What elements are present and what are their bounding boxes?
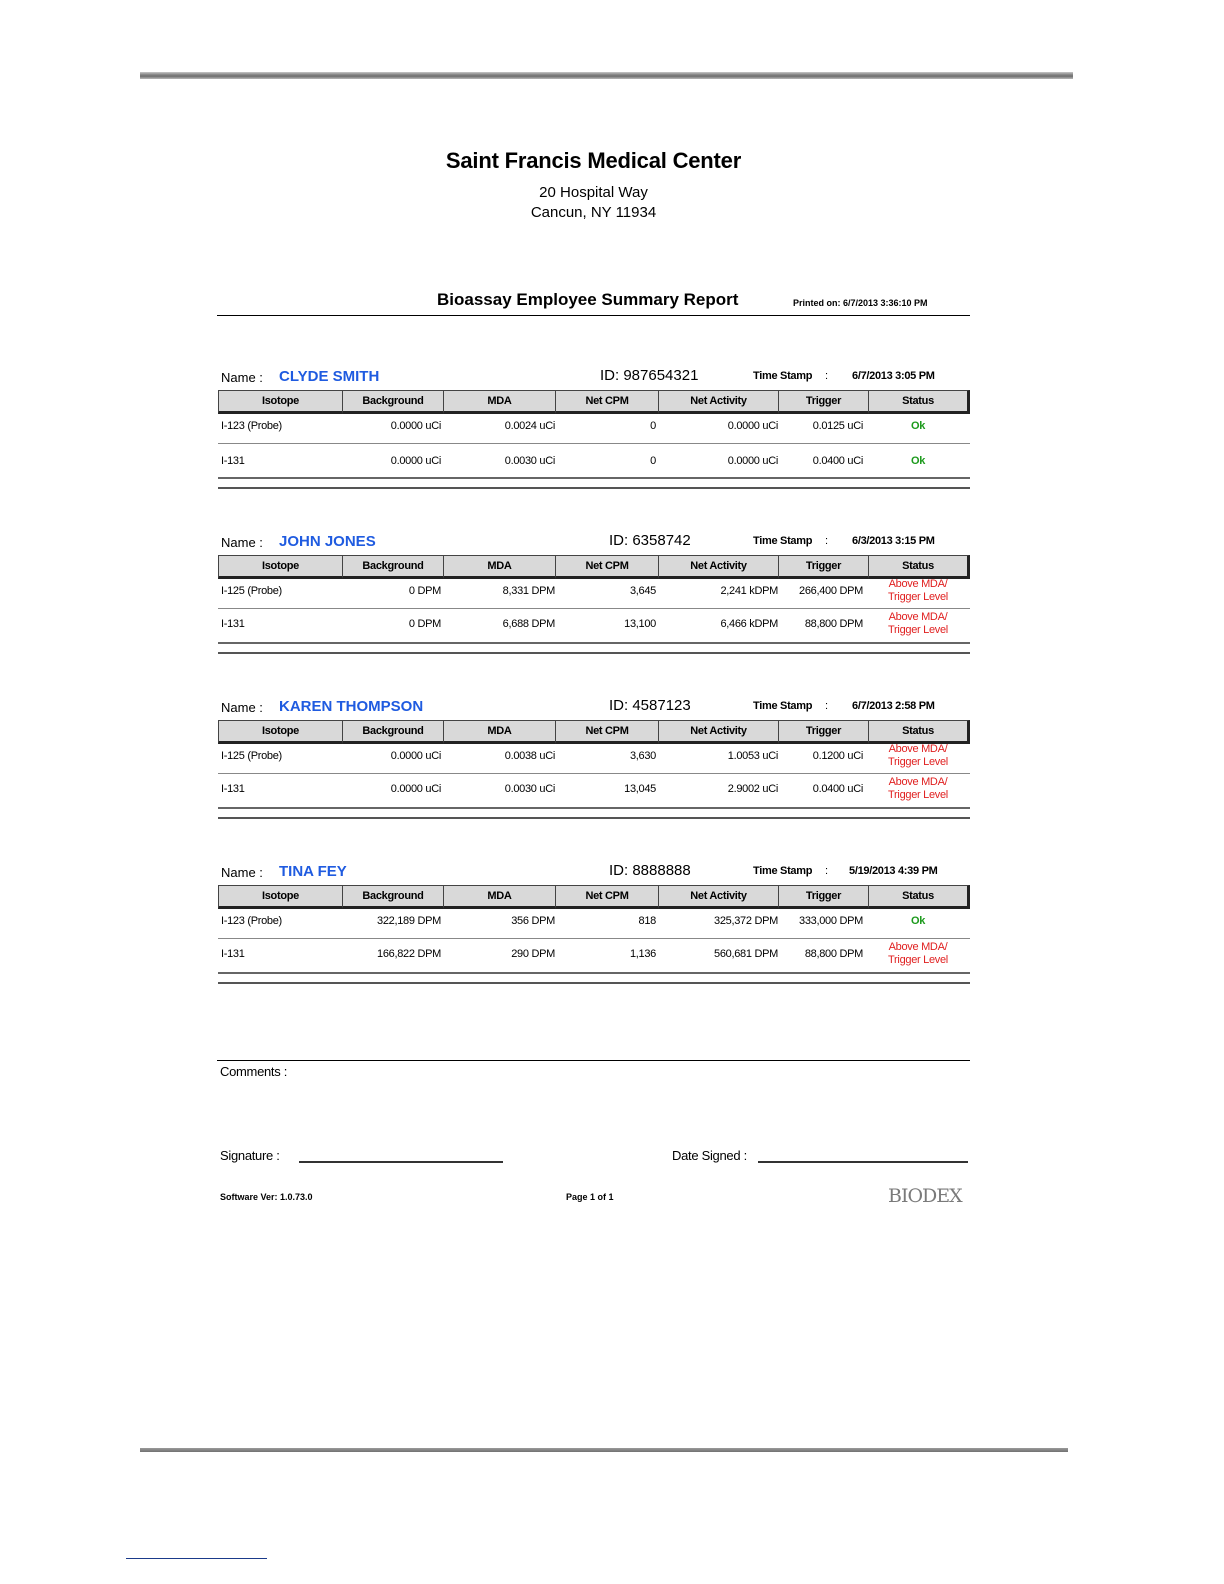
section-end-rule xyxy=(218,817,970,819)
table-row xyxy=(218,609,970,641)
cell-background: 166,822 DPM xyxy=(377,948,441,960)
cell-net-activity: 1.0053 uCi xyxy=(727,750,778,762)
status-badge xyxy=(870,915,966,928)
col-net-activity: Net Activity xyxy=(658,390,778,414)
cell-trigger: 0.0125 uCi xyxy=(812,420,863,432)
status-line1: Ok xyxy=(910,915,926,927)
cell-net-cpm: 3,630 xyxy=(629,750,656,762)
timestamp-colon: : xyxy=(825,370,829,382)
col-isotope: Isotope xyxy=(218,885,342,909)
date-signed-label: Date Signed : xyxy=(672,1148,747,1163)
footnote-separator xyxy=(126,1558,267,1559)
employee-name: JOHN JONES xyxy=(279,533,376,550)
timestamp-value: 6/3/2013 3:15 PM xyxy=(852,535,935,547)
col-net-cpm: Net CPM xyxy=(555,720,658,744)
status-badge xyxy=(870,776,966,802)
timestamp-label: Time Stamp xyxy=(753,370,813,382)
cell-mda: 0.0038 uCi xyxy=(504,750,555,762)
printed-on: Printed on: 6/7/2013 3:36:10 PM xyxy=(793,298,928,308)
biodex-logo: BIODEX xyxy=(888,1185,962,1207)
cell-mda: 0.0030 uCi xyxy=(504,783,555,795)
cell-net-activity: 325,372 DPM xyxy=(714,915,778,927)
cell-net-cpm: 818 xyxy=(638,915,656,927)
cell-background: 0.0000 uCi xyxy=(390,783,441,795)
status-badge xyxy=(870,611,966,637)
col-isotope: Isotope xyxy=(218,555,342,579)
col-net-cpm: Net CPM xyxy=(555,555,658,579)
cell-net-cpm: 3,645 xyxy=(629,585,656,597)
cell-background: 0 DPM xyxy=(408,585,441,597)
name-label: Name : xyxy=(221,700,263,715)
employee-section xyxy=(218,357,970,507)
cell-mda: 6,688 DPM xyxy=(502,618,555,630)
page-bottom-rule xyxy=(140,1448,1068,1452)
software-version: Software Ver: 1.0.73.0 xyxy=(220,1192,313,1202)
col-trigger: Trigger xyxy=(778,720,868,744)
col-background: Background xyxy=(342,885,443,909)
report-title: Bioassay Employee Summary Report xyxy=(437,290,739,309)
organization-address-line1: 20 Hospital Way xyxy=(539,184,648,201)
cell-net-activity: 2,241 kDPM xyxy=(720,585,778,597)
col-mda: MDA xyxy=(443,390,555,414)
employee-id: ID: 6358742 xyxy=(609,532,691,549)
status-badge xyxy=(870,941,966,967)
table-row xyxy=(218,906,970,938)
status-line2: Trigger Level xyxy=(888,591,948,603)
timestamp-value: 6/7/2013 2:58 PM xyxy=(852,700,935,712)
comments-label: Comments : xyxy=(220,1064,288,1079)
col-net-cpm: Net CPM xyxy=(555,885,658,909)
col-trigger: Trigger xyxy=(778,390,868,414)
status-badge xyxy=(870,578,966,604)
col-status: Status xyxy=(868,390,970,414)
col-net-cpm: Net CPM xyxy=(555,390,658,414)
timestamp-colon: : xyxy=(825,700,829,712)
cell-trigger: 0.0400 uCi xyxy=(812,455,863,467)
status-line2: Trigger Level xyxy=(888,756,948,768)
status-line1: Above MDA/ xyxy=(888,743,948,755)
col-isotope: Isotope xyxy=(218,720,342,744)
timestamp-value: 5/19/2013 4:39 PM xyxy=(849,865,938,877)
cell-net-cpm: 1,136 xyxy=(629,948,656,960)
title-rule xyxy=(217,315,970,316)
comments-rule xyxy=(217,1060,970,1061)
cell-trigger: 266,400 DPM xyxy=(799,585,863,597)
status-line1: Ok xyxy=(910,420,926,432)
page-number: Page 1 of 1 xyxy=(566,1192,614,1202)
col-background: Background xyxy=(342,720,443,744)
cell-net-cpm: 13,045 xyxy=(624,783,656,795)
col-trigger: Trigger xyxy=(778,555,868,579)
col-net-activity: Net Activity xyxy=(658,885,778,909)
cell-mda: 0.0024 uCi xyxy=(504,420,555,432)
cell-isotope: I-131 xyxy=(221,455,245,467)
section-end-rule xyxy=(218,652,970,654)
signature-field[interactable] xyxy=(299,1161,503,1163)
cell-background: 0.0000 uCi xyxy=(390,750,441,762)
status-line2: Trigger Level xyxy=(888,624,948,636)
name-label: Name : xyxy=(221,535,263,550)
timestamp-label: Time Stamp xyxy=(753,865,813,877)
employee-id: ID: 987654321 xyxy=(600,367,699,384)
cell-trigger: 0.1200 uCi xyxy=(812,750,863,762)
cell-mda: 8,331 DPM xyxy=(502,585,555,597)
employee-name: CLYDE SMITH xyxy=(279,368,380,385)
cell-isotope: I-123 (Probe) xyxy=(221,420,282,432)
employee-id: ID: 8888888 xyxy=(609,862,691,879)
cell-trigger: 0.0400 uCi xyxy=(812,783,863,795)
cell-net-activity: 2.9002 uCi xyxy=(727,783,778,795)
cell-trigger: 88,800 DPM xyxy=(804,618,863,630)
col-trigger: Trigger xyxy=(778,885,868,909)
col-status: Status xyxy=(868,720,970,744)
cell-isotope: I-131 xyxy=(221,948,245,960)
table-row xyxy=(218,774,970,806)
status-line2: Trigger Level xyxy=(888,954,948,966)
status-line1: Above MDA/ xyxy=(888,941,948,953)
cell-net-activity: 0.0000 uCi xyxy=(727,420,778,432)
status-line1: Above MDA/ xyxy=(888,578,948,590)
signature-label: Signature : xyxy=(220,1148,280,1163)
cell-isotope: I-125 (Probe) xyxy=(221,750,282,762)
cell-background: 0.0000 uCi xyxy=(390,420,441,432)
cell-background: 0 DPM xyxy=(408,618,441,630)
status-line1: Above MDA/ xyxy=(888,611,948,623)
organization-name: Saint Francis Medical Center xyxy=(445,148,742,173)
section-divider xyxy=(218,972,970,974)
page-top-rule xyxy=(140,72,1073,79)
section-divider xyxy=(218,642,970,644)
cell-isotope: I-131 xyxy=(221,783,245,795)
cell-net-cpm: 13,100 xyxy=(624,618,656,630)
cell-net-cpm: 0 xyxy=(650,420,656,432)
status-line1: Ok xyxy=(910,455,926,467)
table-row xyxy=(218,446,970,478)
col-background: Background xyxy=(342,390,443,414)
timestamp-label: Time Stamp xyxy=(753,700,813,712)
cell-mda: 290 DPM xyxy=(511,948,555,960)
employee-section xyxy=(218,852,970,1002)
date-signed-field[interactable] xyxy=(758,1161,968,1163)
timestamp-colon: : xyxy=(825,865,829,877)
timestamp-colon: : xyxy=(825,535,829,547)
organization-address-line2: Cancun, NY 11934 xyxy=(530,204,657,221)
col-mda: MDA xyxy=(443,720,555,744)
status-line2: Trigger Level xyxy=(888,789,948,801)
cell-background: 0.0000 uCi xyxy=(390,455,441,467)
timestamp-label: Time Stamp xyxy=(753,535,813,547)
cell-mda: 0.0030 uCi xyxy=(504,455,555,467)
timestamp-value: 6/7/2013 3:05 PM xyxy=(852,370,935,382)
cell-net-activity: 560,681 DPM xyxy=(714,948,778,960)
section-end-rule xyxy=(218,487,970,489)
status-badge xyxy=(870,455,966,468)
cell-net-activity: 0.0000 uCi xyxy=(727,455,778,467)
status-badge xyxy=(870,743,966,769)
status-line1: Above MDA/ xyxy=(888,776,948,788)
employee-name: KAREN THOMPSON xyxy=(279,698,424,715)
cell-isotope: I-125 (Probe) xyxy=(221,585,282,597)
cell-trigger: 333,000 DPM xyxy=(799,915,863,927)
col-background: Background xyxy=(342,555,443,579)
cell-isotope: I-123 (Probe) xyxy=(221,915,282,927)
section-divider xyxy=(218,477,970,479)
name-label: Name : xyxy=(221,865,263,880)
employee-id: ID: 4587123 xyxy=(609,697,691,714)
cell-net-activity: 6,466 kDPM xyxy=(720,618,778,630)
cell-isotope: I-131 xyxy=(221,618,245,630)
col-isotope: Isotope xyxy=(218,390,342,414)
table-row xyxy=(218,741,970,773)
col-net-activity: Net Activity xyxy=(658,555,778,579)
col-net-activity: Net Activity xyxy=(658,720,778,744)
section-divider xyxy=(218,807,970,809)
col-status: Status xyxy=(868,885,970,909)
table-row xyxy=(218,576,970,608)
table-row xyxy=(218,939,970,971)
section-end-rule xyxy=(218,982,970,984)
employee-section xyxy=(218,687,970,837)
cell-net-cpm: 0 xyxy=(650,455,656,467)
employee-name: TINA FEY xyxy=(279,863,347,880)
name-label: Name : xyxy=(221,370,263,385)
cell-mda: 356 DPM xyxy=(511,915,555,927)
col-status: Status xyxy=(868,555,970,579)
col-mda: MDA xyxy=(443,555,555,579)
col-mda: MDA xyxy=(443,885,555,909)
cell-background: 322,189 DPM xyxy=(377,915,441,927)
status-badge xyxy=(870,420,966,433)
cell-trigger: 88,800 DPM xyxy=(804,948,863,960)
row-divider xyxy=(218,443,970,444)
table-row xyxy=(218,411,970,443)
employee-section xyxy=(218,522,970,672)
